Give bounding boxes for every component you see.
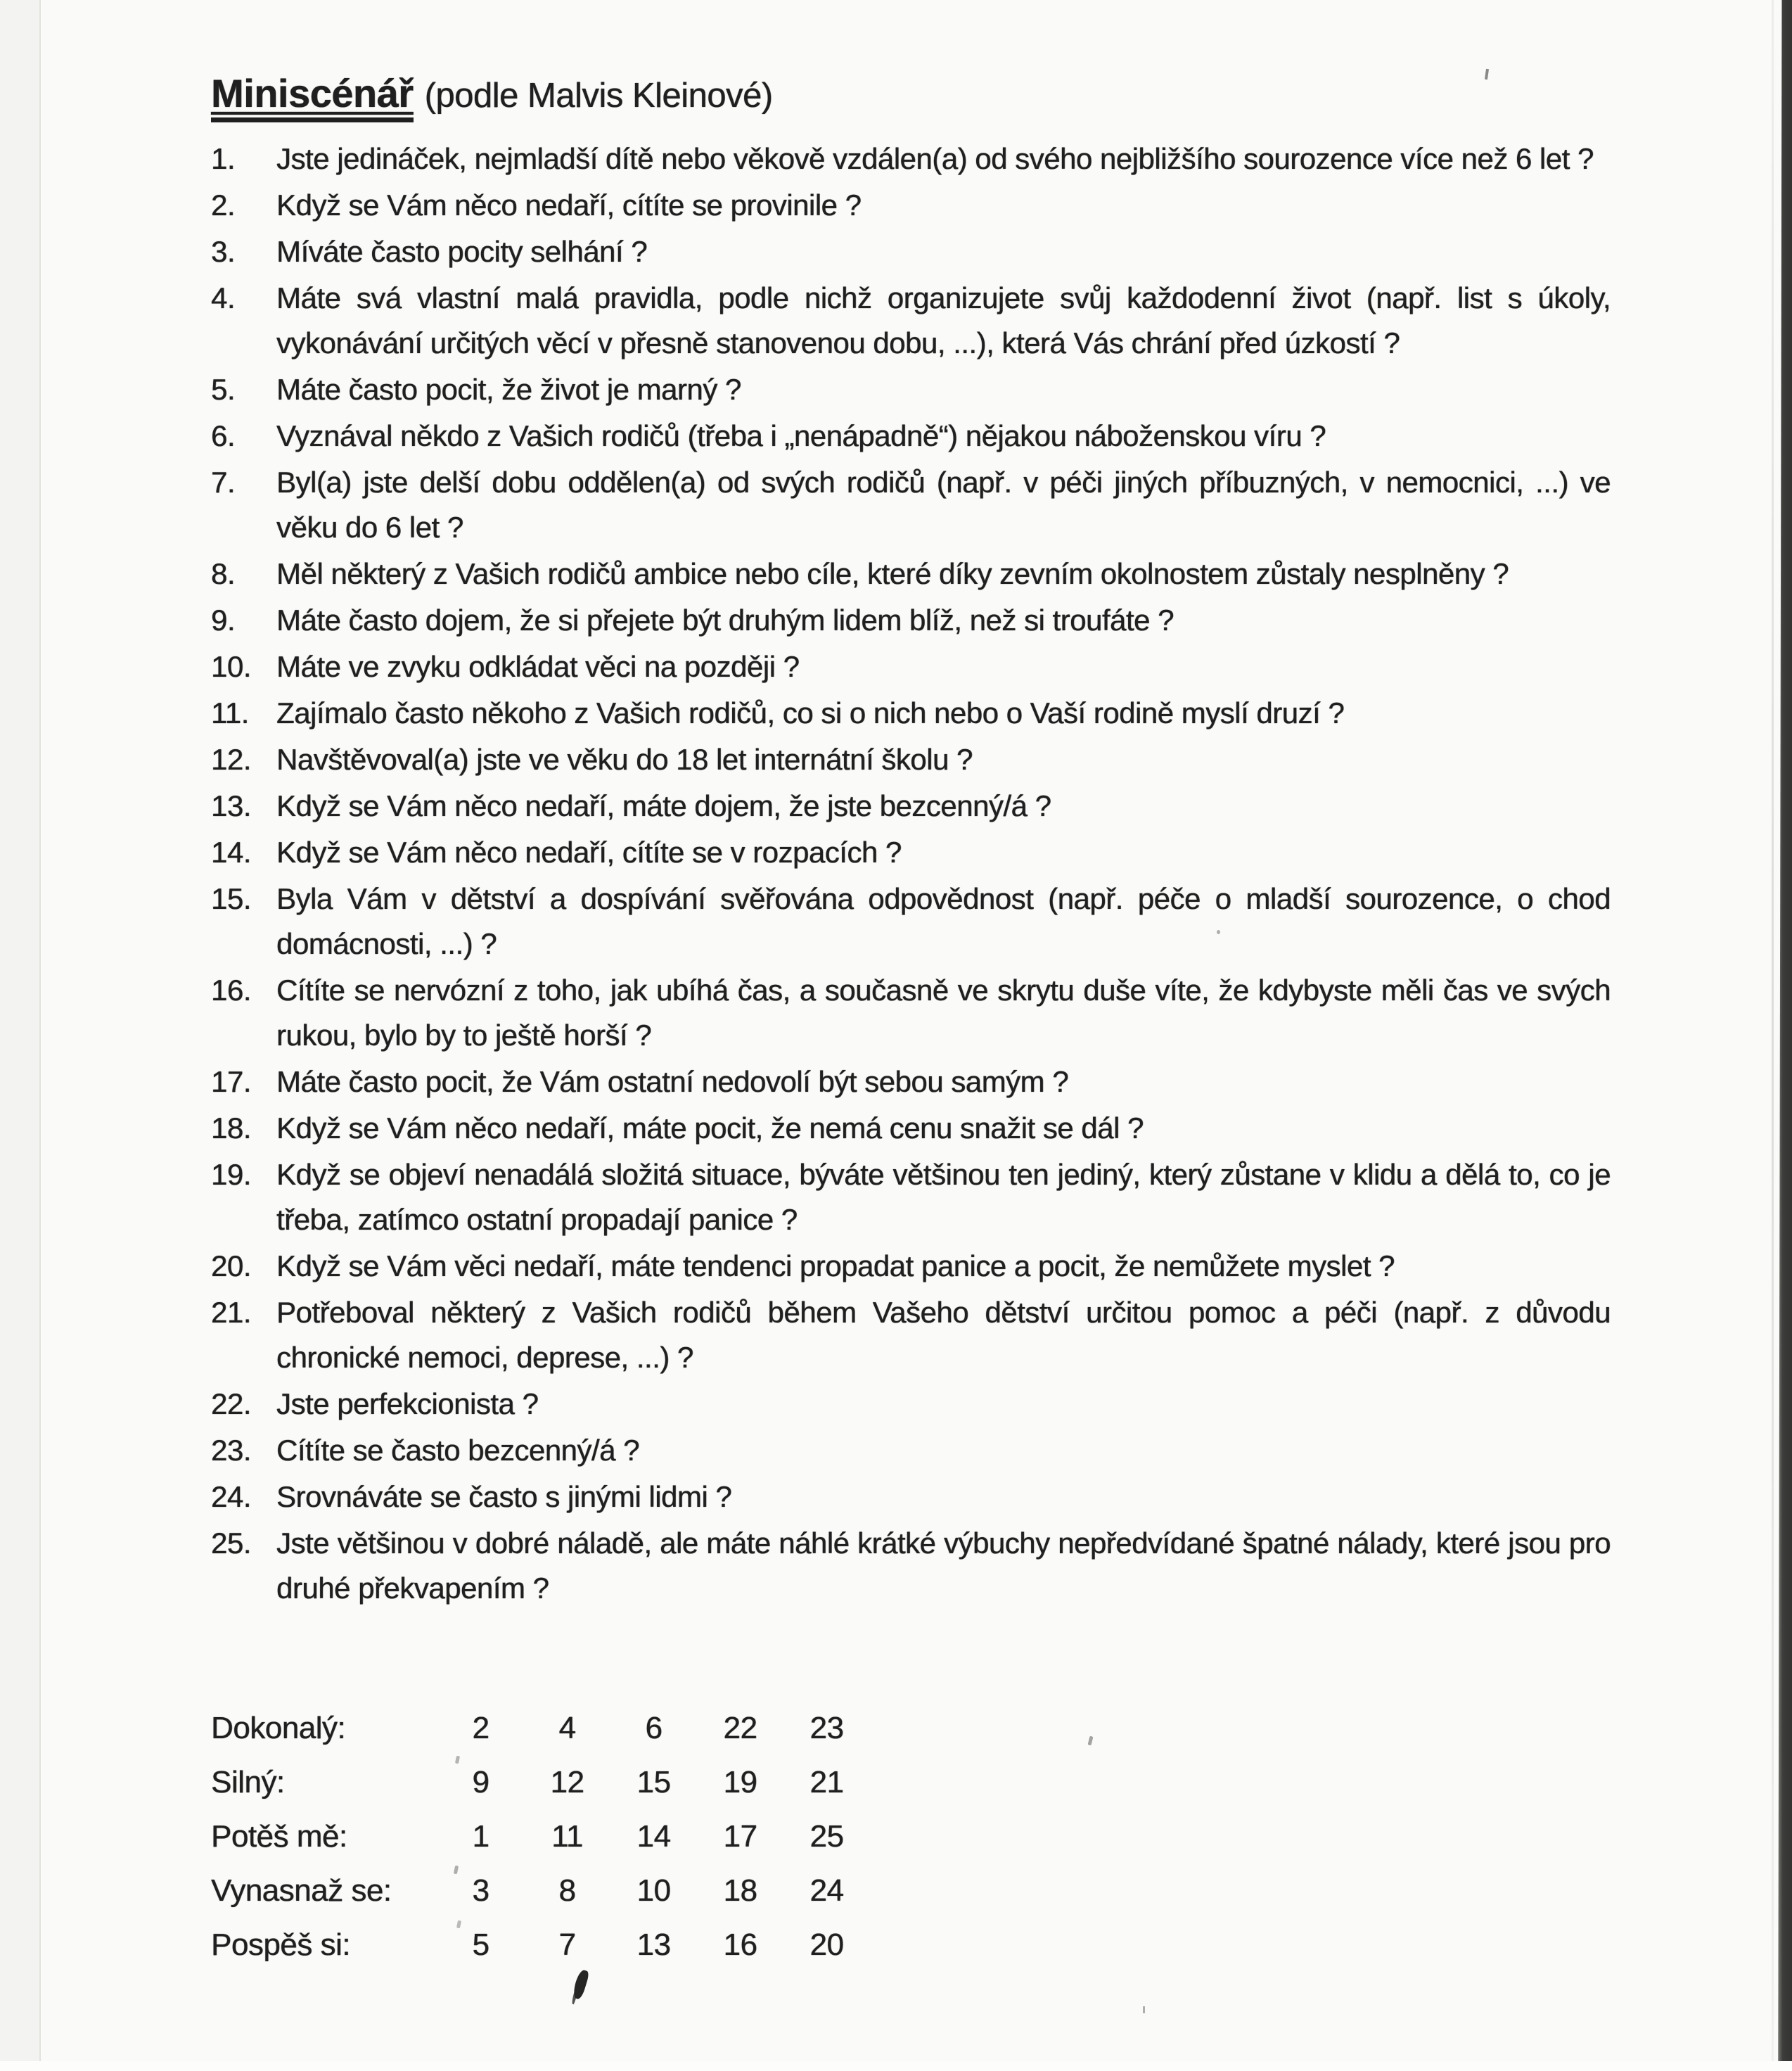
question-item <box>211 830 1611 875</box>
question-text: Byla Vám v dětství a dospívání svěřována odpovědnost (např. péče o mladší sourozence, o chod domácnosti, ...) ? <box>276 882 1611 960</box>
question-text: Máte často pocit, že život je marný ? <box>276 373 741 406</box>
score-value: 19 <box>723 1765 757 1799</box>
question-text: Jste jedináček, nejmladší dítě nebo věkově vzdálen(a) od svého nejbližšího sourozence více než 6 let ? <box>276 142 1594 175</box>
score-row <box>211 1701 1611 1755</box>
question-item <box>211 276 1611 366</box>
score-value: 6 <box>645 1711 663 1745</box>
question-text: Když se Vám něco nedaří, máte pocit, že nemá cenu snažit se dál ? <box>276 1111 1144 1145</box>
question-item <box>211 1106 1611 1151</box>
question-item <box>211 784 1611 829</box>
question-item <box>211 691 1611 736</box>
question-item <box>211 598 1611 643</box>
question-item <box>211 1290 1611 1380</box>
question-number: 22. <box>211 1387 251 1420</box>
score-value: 18 <box>723 1873 757 1908</box>
question-text: Zajímalo často někoho z Vašich rodičů, co si o nich nebo o Vaší rodině myslí druzí ? <box>276 696 1345 729</box>
question-item <box>211 644 1611 689</box>
score-value: 20 <box>809 1927 844 1962</box>
question-text: Máte ve zvyku odkládat věci na později ? <box>276 650 800 683</box>
question-item <box>211 1244 1611 1289</box>
score-value: 9 <box>472 1765 489 1799</box>
scan-speck <box>1143 2006 1145 2013</box>
scanner-edge-right <box>1777 0 1792 2071</box>
question-text: Potřeboval některý z Vašich rodičů během Vašeho dětství určitou pomoc a péči (např. z důvodu chronické nemoci, deprese, ...) ? <box>276 1296 1611 1374</box>
question-text: Navštěvoval(a) jste ve věku do 18 let internátní školu ? <box>276 743 973 776</box>
score-value: 5 <box>472 1927 489 1962</box>
question-number: 24. <box>211 1480 251 1513</box>
score-value: 11 <box>551 1819 583 1854</box>
question-text: Vyznával někdo z Vašich rodičů (třeba i „nenápadně“) nějakou náboženskou víru ? <box>276 419 1326 452</box>
score-value: 22 <box>723 1711 757 1745</box>
question-number: 16. <box>211 974 251 1007</box>
score-row <box>211 1809 1611 1863</box>
question-item <box>211 877 1611 967</box>
question-number: 11. <box>211 696 249 729</box>
score-value: 13 <box>636 1927 671 1962</box>
question-number: 23. <box>211 1434 251 1467</box>
question-item <box>211 737 1611 782</box>
document-content <box>211 70 1611 1972</box>
question-number: 10. <box>211 650 251 683</box>
question-item <box>211 1152 1611 1242</box>
scanner-edge-left <box>0 0 41 2071</box>
score-value: 8 <box>558 1873 576 1908</box>
score-label: Vynasnaž se: <box>211 1873 392 1908</box>
question-number: 3. <box>211 235 236 268</box>
question-number: 18. <box>211 1111 251 1145</box>
question-number: 9. <box>211 604 236 637</box>
score-value: 24 <box>809 1873 844 1908</box>
score-value: 16 <box>723 1927 757 1962</box>
title-author: (podle Malvis Kleinové) <box>424 77 773 115</box>
question-number: 1. <box>211 142 236 175</box>
question-item <box>211 1428 1611 1473</box>
question-number: 7. <box>211 466 236 499</box>
question-text: Srovnáváte se často s jinými lidmi ? <box>276 1480 732 1513</box>
document-header <box>211 70 1611 122</box>
score-label: Pospěš si: <box>211 1927 350 1962</box>
question-item <box>211 552 1611 597</box>
score-value: 7 <box>558 1927 576 1962</box>
scanner-edge-bottom <box>0 2061 1792 2071</box>
question-text: Máte svá vlastní malá pravidla, podle nichž organizujete svůj každodenní život (např. list s úkoly, vykonávání určitých věcí v přesně stanovenou dobu, ...), která Vás chrání před úzkostí ? <box>276 281 1611 359</box>
question-item <box>211 367 1611 412</box>
score-value: 23 <box>809 1711 844 1745</box>
score-table <box>211 1701 1611 1972</box>
score-value: 3 <box>472 1873 489 1908</box>
question-item <box>211 968 1611 1058</box>
question-text: Jste většinou v dobré náladě, ale máte náhlé krátké výbuchy nepředvídané špatné nálady, které jsou pro druhé překvapením ? <box>276 1527 1611 1605</box>
question-number: 5. <box>211 373 236 406</box>
question-number: 20. <box>211 1249 251 1282</box>
score-row <box>211 1863 1611 1918</box>
question-item <box>211 1521 1611 1611</box>
question-item <box>211 183 1611 228</box>
question-item <box>211 1382 1611 1427</box>
question-text: Cítíte se často bezcenný/á ? <box>276 1434 639 1467</box>
question-item <box>211 136 1611 181</box>
question-number: 2. <box>211 189 236 222</box>
question-list <box>211 136 1611 1611</box>
score-value: 12 <box>550 1765 584 1799</box>
score-value: 15 <box>636 1765 671 1799</box>
question-number: 6. <box>211 419 236 452</box>
question-text: Když se Vám věci nedaří, máte tendenci propadat panice a pocit, že nemůžete myslet ? <box>276 1249 1395 1282</box>
score-value: 25 <box>809 1819 844 1854</box>
question-text: Když se Vám něco nedaří, cítíte se provinile ? <box>276 189 862 222</box>
question-text: Jste perfekcionista ? <box>276 1387 539 1420</box>
score-value: 10 <box>636 1873 671 1908</box>
question-text: Když se objeví nenadálá složitá situace, býváte většinou ten jediný, který zůstane v klidu a dělá to, co je třeba, zatímco ostatní propadají panice ? <box>276 1158 1611 1236</box>
score-value: 4 <box>558 1711 576 1745</box>
question-text: Byl(a) jste delší dobu oddělen(a) od svých rodičů (např. v péči jiných příbuzných, v nemocnici, ...) ve věku do 6 let ? <box>276 466 1611 544</box>
question-text: Když se Vám něco nedaří, máte dojem, že jste bezcenný/á ? <box>276 789 1051 822</box>
pen-mark <box>571 1969 590 2001</box>
question-number: 12. <box>211 743 251 776</box>
question-text: Máte často dojem, že si přejete být druhým lidem blíž, než si troufáte ? <box>276 604 1174 637</box>
question-number: 13. <box>211 789 251 822</box>
question-number: 21. <box>211 1296 251 1329</box>
question-number: 15. <box>211 882 251 915</box>
score-value: 14 <box>636 1819 671 1854</box>
question-text: Míváte často pocity selhání ? <box>276 235 648 268</box>
score-label: Potěš mě: <box>211 1819 347 1854</box>
question-number: 19. <box>211 1158 251 1191</box>
question-text: Máte často pocit, že Vám ostatní nedovolí být sebou samým ? <box>276 1065 1069 1098</box>
paper-crease <box>1772 0 1774 2071</box>
question-number: 4. <box>211 281 236 314</box>
question-number: 17. <box>211 1065 251 1098</box>
score-label: Silný: <box>211 1765 285 1799</box>
question-item <box>211 229 1611 274</box>
question-number: 8. <box>211 557 236 590</box>
question-number: 25. <box>211 1527 251 1560</box>
question-number: 14. <box>211 836 251 869</box>
score-row <box>211 1918 1611 1972</box>
question-text: Měl některý z Vašich rodičů ambice nebo cíle, které díky zevním okolnostem zůstaly nesplněny ? <box>276 557 1509 590</box>
score-value: 2 <box>472 1711 489 1745</box>
scan-speck <box>1217 930 1220 934</box>
score-label: Dokonalý: <box>211 1711 346 1745</box>
question-text: Když se Vám něco nedaří, cítíte se v rozpacích ? <box>276 836 902 869</box>
question-item <box>211 1059 1611 1104</box>
question-item <box>211 414 1611 459</box>
page-title: Miniscénář <box>211 70 414 122</box>
score-value: 1 <box>472 1819 489 1854</box>
question-item <box>211 460 1611 550</box>
score-value: 17 <box>723 1819 757 1854</box>
question-item <box>211 1474 1611 1519</box>
question-text: Cítíte se nervózní z toho, jak ubíhá čas, a současně ve skrytu duše víte, že kdybyste měli čas ve svých rukou, bylo by to ještě horší ? <box>276 974 1611 1052</box>
score-value: 21 <box>809 1765 844 1799</box>
score-row <box>211 1755 1611 1809</box>
